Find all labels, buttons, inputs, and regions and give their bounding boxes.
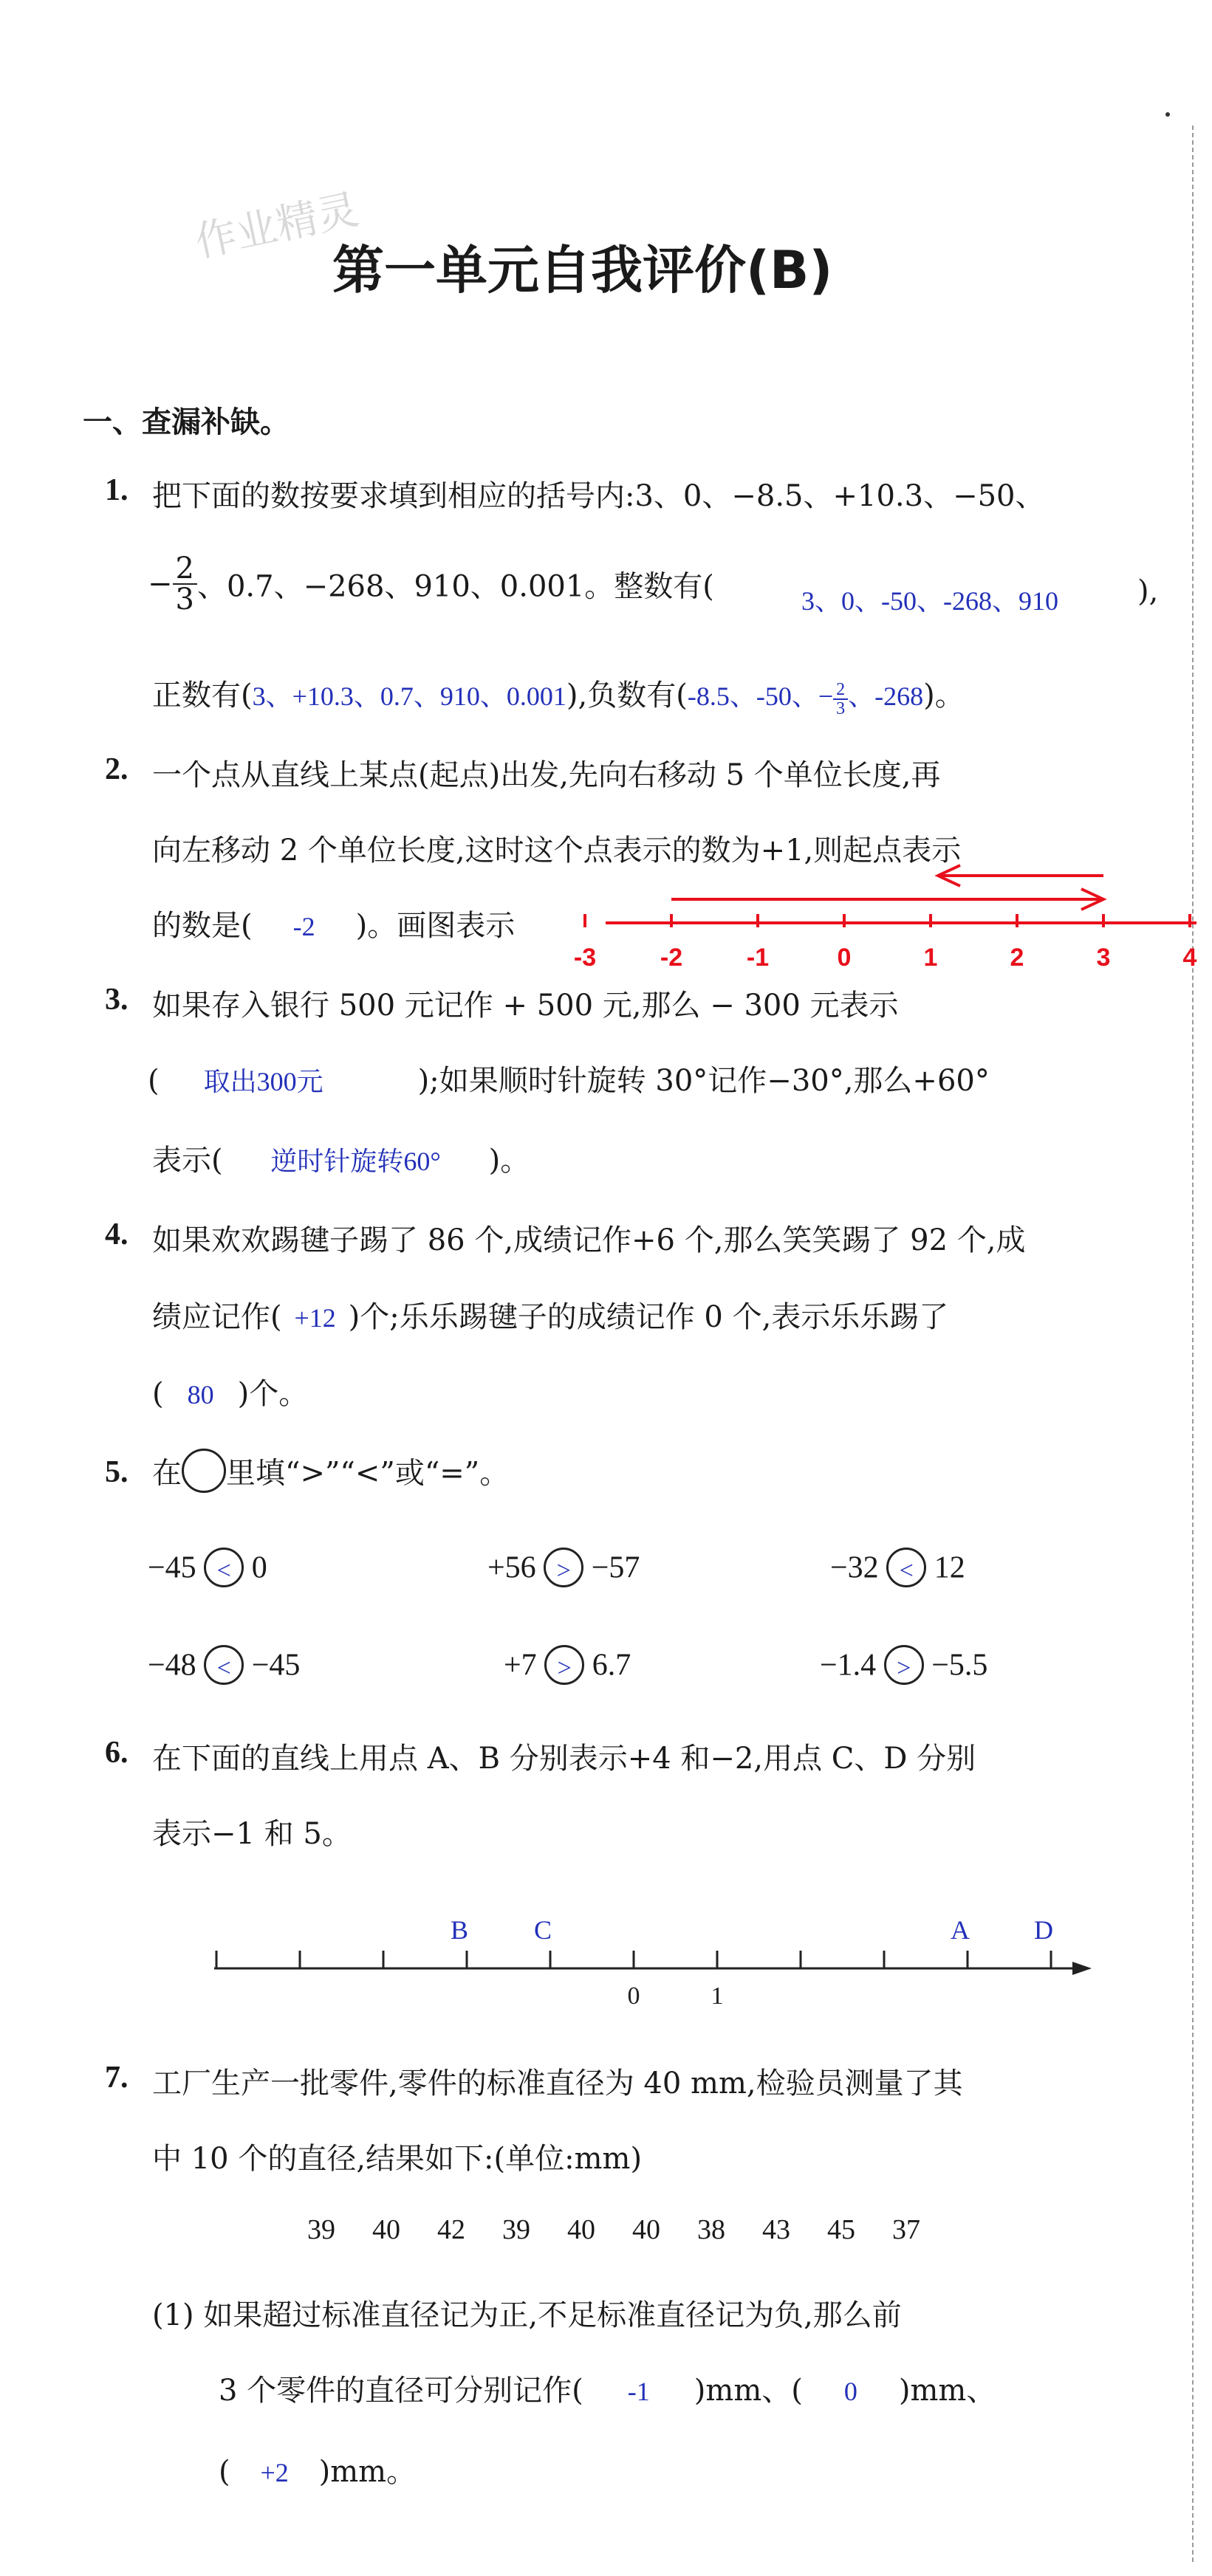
- q4-number: 4.: [105, 1217, 129, 1251]
- q6-arrowhead-icon: [1072, 1962, 1092, 1975]
- q1-answer-negative: -8.5、-50、− $\frac{2}{3}$ 、-268: [687, 679, 924, 718]
- q7-data-value: 40: [567, 2214, 595, 2245]
- page-title: 第一单元自我评价(B): [332, 240, 833, 300]
- q2-tick-label: -2: [660, 944, 683, 972]
- q7-data-value: 39: [502, 2214, 530, 2245]
- q1-line2-text: 、0.7、−268、910、0.001。整数有(: [196, 569, 714, 604]
- watermark: 作业精灵: [191, 185, 363, 267]
- q5-number: 5.: [105, 1455, 129, 1489]
- q7-sub1-line3: ( +2 )mm。: [219, 2455, 417, 2489]
- q7-number: 7.: [105, 2061, 129, 2095]
- q2-tick-label: 1: [923, 944, 938, 972]
- q1-fraction: $\frac{2}{3}$: [173, 554, 197, 614]
- q1-frac-sign: −: [148, 567, 173, 601]
- q6-tick-label: 1: [711, 1982, 724, 2010]
- q3-answer2: 逆时针旋转60°: [270, 1147, 441, 1176]
- q1-close1: ),: [1137, 574, 1159, 608]
- q7-data-value: 43: [762, 2214, 790, 2245]
- q5-item-6: −1.4 > −5.5: [820, 1645, 987, 1685]
- q2-tick-label: -3: [573, 944, 597, 972]
- q7-line2: 中 10 个的直径,结果如下:(单位:mm): [152, 2142, 643, 2176]
- q4-line1: 如果欢欢踢毽子踢了 86 个,成绩记作+6 个,那么笑笑踢了 92 个,成: [152, 1223, 1026, 1257]
- q2-line1: 一个点从直线上某点(起点)出发,先向右移动 5 个单位长度,再: [152, 758, 941, 792]
- q7-data-value: 39: [307, 2214, 335, 2245]
- q3-number: 3.: [105, 983, 129, 1017]
- q5-item-5: +7 > 6.7: [504, 1645, 631, 1685]
- q1-line1: 把下面的数按要求填到相应的括号内:3、0、−8.5、+10.3、−50、: [152, 479, 1045, 513]
- q3-line2: ( 取出300元 );如果顺时针旋转 30°记作−30°,那么+60°: [148, 1057, 990, 1099]
- q5-item-2: +56 > −57: [487, 1548, 640, 1587]
- q6-tick-label: 0: [627, 1982, 640, 2010]
- q6-line2: 表示−1 和 5。: [152, 1817, 352, 1851]
- q7-sub1-line1: (1) 如果超过标准直径记为正,不足标准直径记为负,那么前: [152, 2298, 902, 2332]
- q1-answer-integers: 3、0、-50、-268、910: [801, 586, 1058, 616]
- q7-answer1: -1: [627, 2377, 650, 2406]
- q6-point-label-d: D: [1034, 1915, 1053, 1945]
- q6-point-label-a: A: [951, 1915, 970, 1945]
- q2-tick-label: 3: [1096, 944, 1111, 972]
- q2-line3: 的数是( -2 )。画图表示: [152, 909, 516, 943]
- q7-data-row: [307, 2213, 957, 2246]
- q2-number: 2.: [105, 752, 129, 786]
- q1-line3: 正数有(3、+10.3、0.7、910、0.001),负数有(-8.5、-50、− $\frac{2}{3}$ 、-268)。: [152, 679, 965, 718]
- q7-sub1-line2: 3 个零件的直径可分别记作( -1 )mm、( 0 )mm、: [219, 2374, 996, 2408]
- q3-line3: 表示( 逆时针旋转60° )。: [152, 1137, 530, 1179]
- q2-tick-label: -1: [746, 944, 770, 972]
- q7-data-value: 42: [437, 2214, 465, 2245]
- q7-data-value: 38: [697, 2214, 725, 2245]
- q6-point-label-b: B: [450, 1915, 469, 1945]
- q4-answer1: +12: [294, 1303, 336, 1333]
- q1-number: 1.: [105, 473, 129, 507]
- q2-tick-label: 0: [837, 944, 852, 972]
- q4-line3: ( 80 )个。: [152, 1377, 309, 1411]
- q4-answer2: 80: [187, 1380, 214, 1409]
- q3-answer1: 取出300元: [203, 1067, 323, 1096]
- q7-data-value: 40: [632, 2214, 660, 2245]
- q4-line2: 绩应记作( +12 )个;乐乐踢毽子的成绩记作 0 个,表示乐乐踢了: [152, 1300, 949, 1334]
- q1-answer-positive: 3、+10.3、0.7、910、0.001: [252, 681, 566, 711]
- q7-data-value: 37: [892, 2214, 920, 2245]
- q6-line1: 在下面的直线上用点 A、B 分别表示+4 和−2,用点 C、D 分别: [152, 1742, 976, 1776]
- q7-line1: 工厂生产一批零件,零件的标准直径为 40 mm,检验员测量了其: [152, 2067, 963, 2101]
- q7-data-value: 40: [372, 2214, 400, 2245]
- q6-point-label-c: C: [533, 1915, 552, 1945]
- q7-data-value: 45: [827, 2214, 855, 2245]
- q5-item-4: −48 < −45: [148, 1645, 300, 1685]
- q2-answer: -2: [292, 912, 315, 941]
- section-heading: 一、查漏补缺。: [83, 405, 290, 439]
- q3-line1: 如果存入银行 500 元记作 + 500 元,那么 − 300 元表示: [152, 989, 899, 1023]
- q5-item-1: −45 < 0: [148, 1548, 267, 1587]
- q5-item-3: −32 < 12: [830, 1548, 965, 1587]
- q2-tick-label: 4: [1182, 944, 1197, 972]
- q5-instruction: 在 里填“>”“<”或“=”。: [152, 1449, 509, 1493]
- q2-tick-label: 2: [1010, 944, 1024, 972]
- q7-answer2: 0: [843, 2377, 857, 2406]
- q7-answer3: +2: [260, 2458, 289, 2487]
- q2-line2: 向左移动 2 个单位长度,这时这个点表示的数为+1,则起点表示: [152, 834, 962, 868]
- q6-number: 6.: [105, 1736, 129, 1770]
